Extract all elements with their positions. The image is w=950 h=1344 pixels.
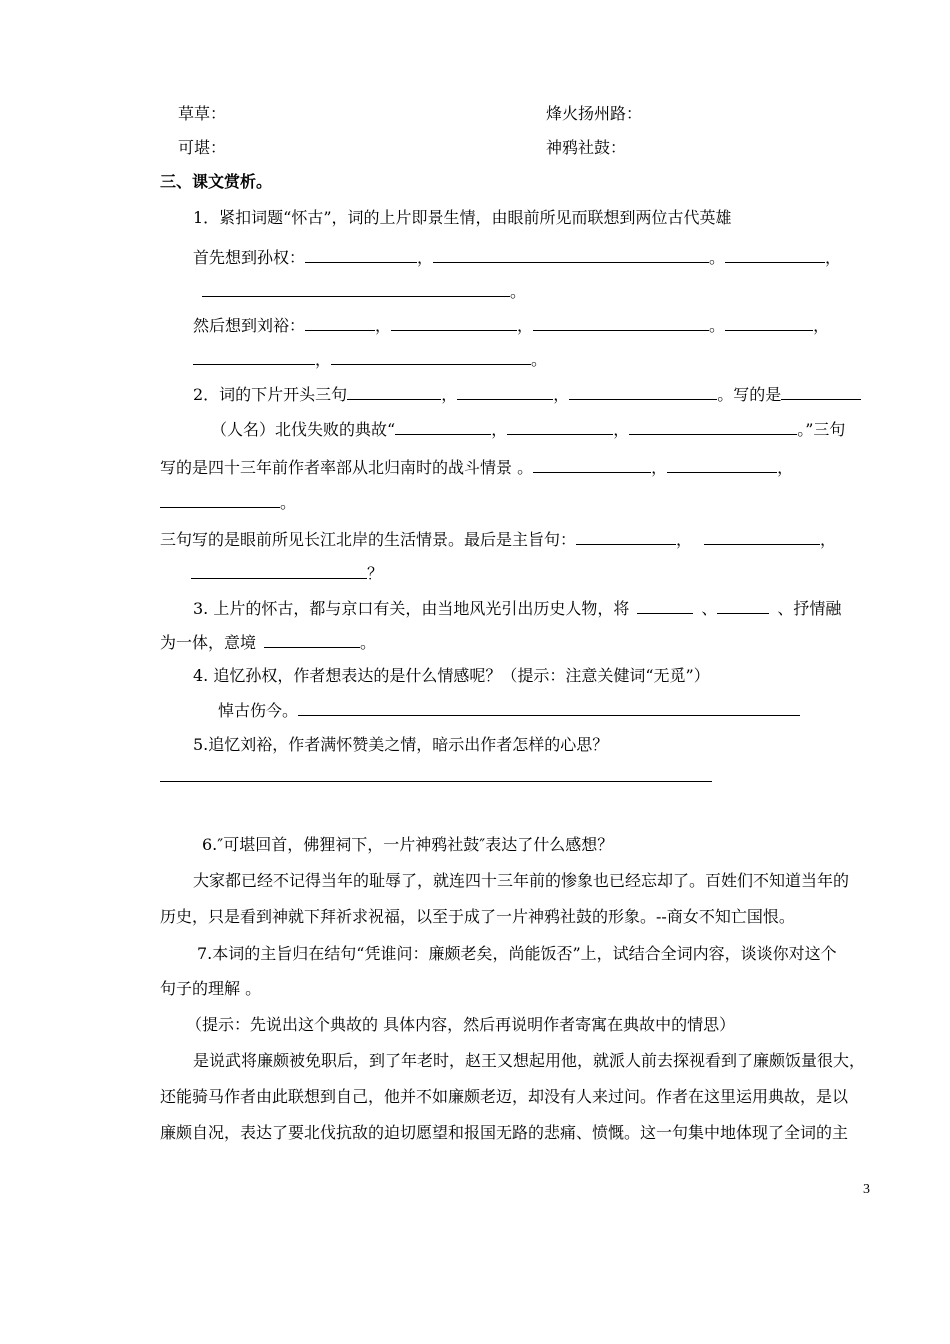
q7-answer-l2: 还能骑马作者由此联想到自己，他并不如廉颇老迈，却没有人来过问。作者在这里运用典故，是以 (160, 1087, 849, 1106)
q1-stem: 1．紧扣词题“怀古”，词的上片即景生情，由眼前所见而联想到两位古代英雄 (193, 208, 732, 227)
q6-answer-l2: 历史，只是看到神就下拜祈求祝福，以至于成了一片神鸦社鼓的形象。--商女不知亡国恨。 (160, 907, 795, 926)
term-feng-huo: 烽火扬州路： (546, 104, 643, 123)
blank[interactable] (533, 315, 709, 331)
q3-line1-text: 3. 上片的怀古，都与京口有关，由当地风光引出历史人物，将 (193, 599, 630, 618)
q1-liu-line (193, 315, 829, 336)
punct: ， (820, 530, 837, 549)
q4-lead: 悼古伤今。 (218, 701, 299, 720)
blank[interactable] (305, 247, 417, 263)
q7-stem-l1: 7.本词的主旨归在结句“凭谁问：廉颇老矣，尚能饭否”上，试结合全词内容，谈谈你对这个 (197, 944, 837, 963)
q2-scene: 写的是四十三年前作者率部从北归南时的战斗情景 。 (160, 458, 534, 477)
punct: 。 (797, 420, 806, 439)
blank[interactable] (298, 700, 800, 716)
q6-answer-l1: 大家都已经不记得当年的耻辱了，就连四十三年前的惨象也已经忘却了。百姓们不知道当年的 (193, 871, 850, 890)
punct: 。 (510, 282, 527, 301)
q1-sun-line2 (202, 281, 526, 302)
punct: 、 (701, 599, 718, 618)
blank[interactable] (305, 315, 375, 331)
q1-sun-lead: 首先想到孙权： (193, 248, 306, 267)
punct: ， (491, 420, 508, 439)
punct: ， (813, 316, 830, 335)
punct: ， (553, 385, 570, 404)
blank[interactable] (725, 247, 825, 263)
q2-three-lines: ”三句 (805, 420, 846, 439)
q5-stem: 5.追忆刘裕，作者满怀赞美之情，暗示出作者怎样的心思？ (193, 735, 609, 754)
page-number: 3 (863, 1182, 870, 1197)
punct: ， (441, 385, 458, 404)
blank[interactable] (457, 384, 553, 400)
punct: ， (676, 530, 693, 549)
punct: 、 (777, 599, 794, 618)
blank[interactable] (331, 349, 531, 365)
blank[interactable] (347, 384, 441, 400)
q4-answer-line (218, 700, 800, 721)
q2-line2 (211, 419, 845, 440)
punct: 。 (709, 316, 726, 335)
q1-liu-line2 (193, 349, 547, 370)
punct: ， (777, 458, 794, 477)
blank[interactable] (781, 384, 861, 400)
q3-line1 (193, 598, 841, 619)
q3-line2-text: 为一体，意境 (160, 633, 257, 652)
q1-sun-line (193, 247, 841, 268)
blank[interactable] (704, 529, 820, 545)
punct: 。 (360, 633, 377, 652)
blank[interactable] (533, 457, 651, 473)
punct: 。 (531, 350, 548, 369)
punct: ， (613, 420, 630, 439)
q2-line1 (193, 384, 861, 405)
punct: ， (825, 248, 842, 267)
punct: ， (651, 458, 668, 477)
punct: ， (417, 248, 434, 267)
q3-line1-end: 抒情融 (793, 599, 842, 618)
blank[interactable] (725, 315, 813, 331)
term-ke-kan: 可堪： (178, 138, 227, 157)
blank[interactable] (395, 419, 491, 435)
q6-stem: 6.″可堪回首，佛狸祠下，一片神鸦社鼓″表达了什么感想？ (202, 835, 614, 854)
punct: ， (375, 316, 392, 335)
punct: ， (517, 316, 534, 335)
blank[interactable] (433, 247, 709, 263)
blank[interactable] (191, 563, 367, 579)
q2-wrote: 。写的是 (717, 385, 782, 404)
q7-hint: （提示：先说出这个典故的 具体内容，然后再说明作者寄寓在典故中的情思） (186, 1015, 736, 1034)
blank[interactable] (391, 315, 517, 331)
blank[interactable] (717, 598, 769, 614)
blank[interactable] (629, 419, 797, 435)
q2-line6 (191, 563, 383, 584)
blank[interactable] (667, 457, 777, 473)
q2-lead: 2．词的下片开头三句 (193, 385, 348, 404)
blank[interactable] (160, 492, 280, 508)
blank[interactable] (569, 384, 717, 400)
blank[interactable] (202, 281, 510, 297)
blank[interactable] (576, 529, 676, 545)
blank[interactable] (193, 349, 315, 365)
q3-line2 (160, 632, 376, 653)
punct: 。 (709, 248, 726, 267)
term-shen-ya: 神鸦社鼓： (546, 138, 627, 157)
punct: ， (315, 350, 332, 369)
q7-stem-l2: 句子的理解 。 (160, 979, 262, 998)
punct: ？ (367, 564, 384, 583)
q2-line3 (160, 457, 793, 478)
q2-three-lines-now: 三句写的是眼前所见长江北岸的生活情景。最后是主旨句： (160, 530, 577, 549)
term-cao-cao: 草草： (178, 104, 227, 123)
q4-stem: 4. 追忆孙权，作者想表达的是什么情感呢？（提示：注意关健词“无觅”） (193, 666, 710, 685)
q1-liu-lead: 然后想到刘裕： (193, 316, 306, 335)
blank[interactable] (264, 632, 360, 648)
punct: 。 (280, 493, 297, 512)
q5-answer-line[interactable] (160, 781, 712, 782)
blank[interactable] (507, 419, 613, 435)
blank[interactable] (637, 598, 693, 614)
q7-answer-l1: 是说武将廉颇被免职后，到了年老时，赵王又想起用他，就派人前去探视看到了廉颇饭量很大， (193, 1051, 866, 1070)
q2-line5 (160, 529, 836, 550)
q2-name-lead: （人名）北伐失败的典故“ (211, 420, 396, 439)
section-title: 三、课文赏析。 (160, 172, 273, 191)
q7-answer-l3: 廉颇自况，表达了要北伐抗敌的迫切愿望和报国无路的悲痛、愤慨。这一句集中地体现了全词的主 (160, 1123, 849, 1142)
q2-line4 (160, 492, 296, 513)
